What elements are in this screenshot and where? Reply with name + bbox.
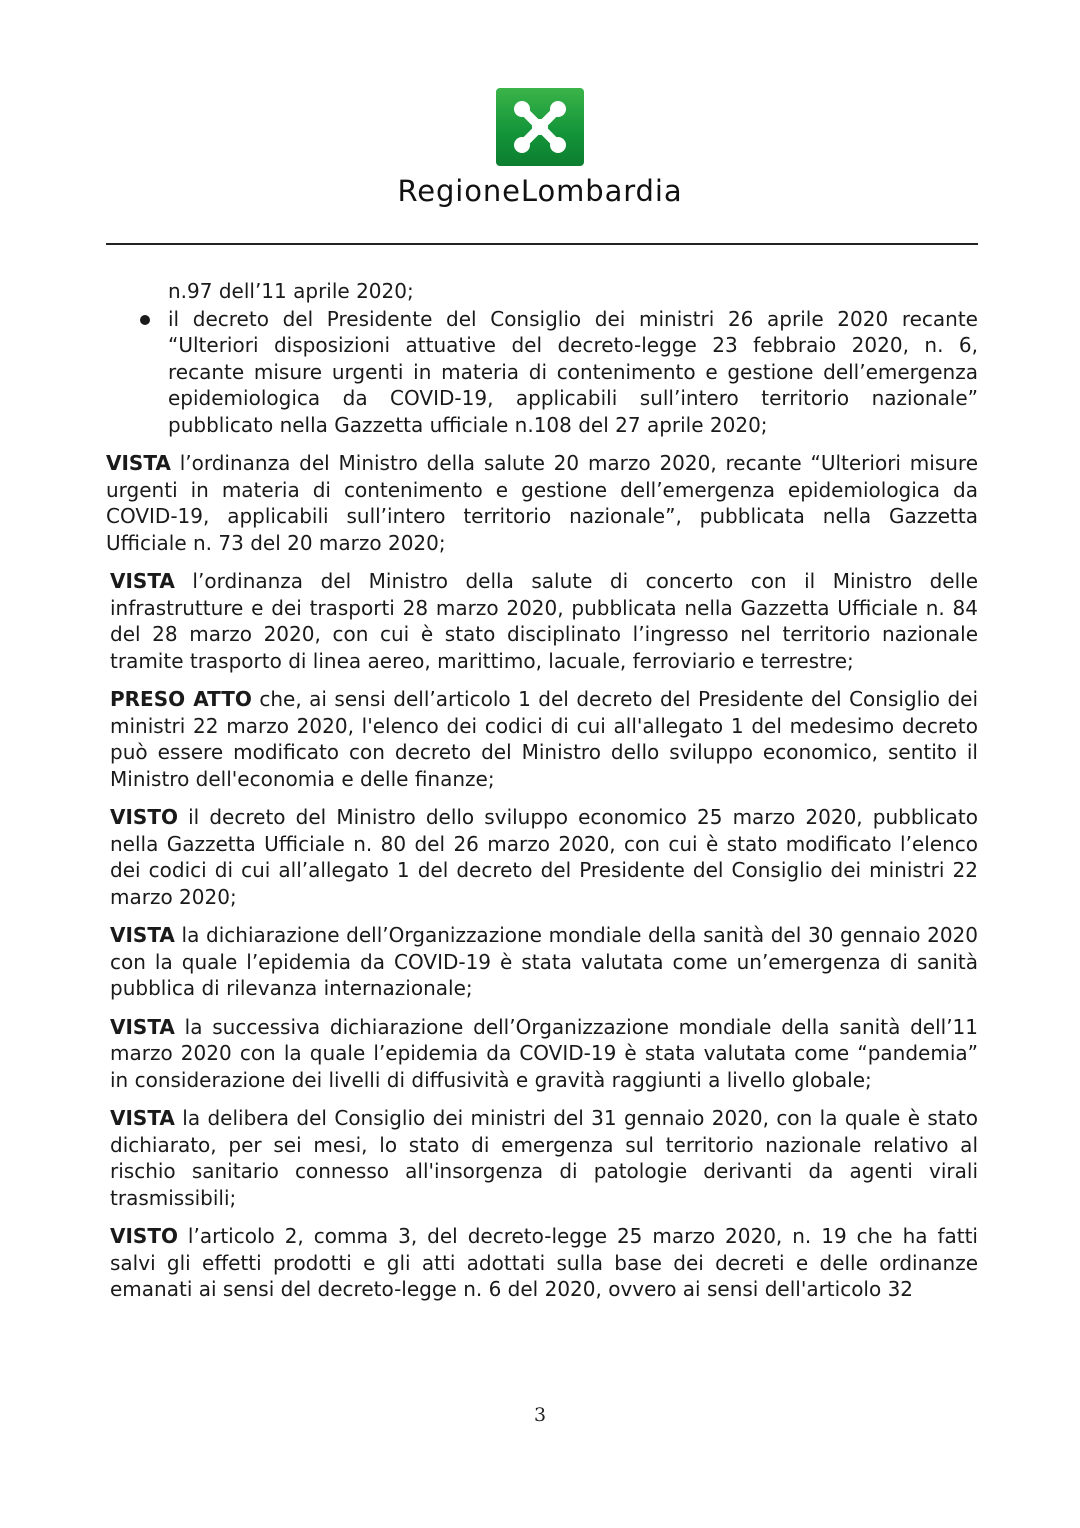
paragraph xyxy=(106,686,978,792)
paragraph xyxy=(106,1105,978,1211)
paragraph-keyword: VISTA xyxy=(110,1106,175,1130)
paragraph-text: la successiva dichiarazione dell’Organizzazione mondiale della sanità dell’11 marzo 2020 con la quale l’epidemia da COVID-19 è stata valutata come “pandemia” in considerazione dei livelli di diffusività e gravità raggiunti a livello globale; xyxy=(110,1014,978,1092)
list-item-text: il decreto del Presidente del Consiglio dei ministri 26 aprile 2020 recante “Ulteriori disposizioni attuative del decreto-legge 23 febbraio 2020, n. 6, recante misure urgenti in materia di contenimento e gestione dell’emergenza epidemiologica da COVID-19, applicabili sull’intero territorio nazionale” pubblicato nella Gazzetta ufficiale n.108 del 27 aprile 2020; xyxy=(168,306,978,437)
paragraph xyxy=(106,450,978,556)
paragraph-text: la delibera del Consiglio dei ministri del 31 gennaio 2020, con la quale è stato dichiarato, per sei mesi, lo stato di emergenza sul territorio nazionale relativo al rischio sanitario connesso all'insorgenza di patologie derivanti da agenti virali trasmissibili; xyxy=(110,1106,978,1210)
paragraph xyxy=(106,1014,978,1094)
paragraph-text: l’articolo 2, comma 3, del decreto-legge 25 marzo 2020, n. 19 che ha fatti salvi gli effetti prodotti e gli atti adottati sulla base dei decreti e delle ordinanze emanati ai sensi del decreto-legge n. 6 del 2020, ovvero ai sensi dell'articolo 32 xyxy=(110,1224,978,1301)
paragraph-text: il decreto del Ministro dello sviluppo economico 25 marzo 2020, pubblicato nella Gazzetta Ufficiale n. 80 del 26 marzo 2020, con cui è stato modificato l’elenco dei codici di cui all’allegato 1 del decreto del Presidente del Consiglio dei ministri 22 marzo 2020; xyxy=(110,805,978,909)
paragraph-text: l’ordinanza del Ministro della salute 20 marzo 2020, recante “Ulteriori misure urgenti in materia di contenimento e gestione dell’emergenza epidemiologica da COVID-19, applicabili sull’intero territorio nazionale”, pubblicata nella Gazzetta Ufficiale n. 73 del 20 marzo 2020; xyxy=(106,451,978,555)
bullet-icon xyxy=(140,315,150,325)
paragraph-keyword: VISTA xyxy=(110,923,175,947)
paragraph xyxy=(106,804,978,910)
list-item xyxy=(106,306,978,439)
paragraph-keyword: VISTO xyxy=(110,805,178,829)
paragraph-text: che, ai sensi dell’articolo 1 del decreto del Presidente del Consiglio dei ministri 22 marzo 2020, l'elenco dei codici di cui all'allegato 1 del medesimo decreto può essere modificato con decreto del Ministro dello sviluppo economico, sentito il Ministro dell'economia e delle finanze; xyxy=(110,687,978,791)
paragraph-keyword: PRESO ATTO xyxy=(110,687,252,711)
page-number: 3 xyxy=(533,1404,547,1426)
paragraph xyxy=(106,922,978,1002)
paragraph xyxy=(106,568,978,674)
paragraph-keyword: VISTO xyxy=(110,1224,178,1248)
regione-lombardia-logo xyxy=(0,88,1080,208)
paragraph xyxy=(106,1223,978,1303)
logo-text: RegioneLombardia xyxy=(397,174,683,208)
document-body xyxy=(106,278,978,1303)
lombardy-rose-icon xyxy=(496,88,584,166)
paragraph-keyword: VISTA xyxy=(110,569,175,593)
paragraph-text: la dichiarazione dell’Organizzazione mondiale della sanità del 30 gennaio 2020 con la quale l’epidemia da COVID-19 è stata valutata come un’emergenza di sanità pubblica di rilevanza internazionale; xyxy=(110,923,978,1000)
paragraph-keyword: VISTA xyxy=(106,451,171,475)
continuation-line: n.97 dell’11 aprile 2020; xyxy=(168,279,414,303)
paragraph-text: l’ordinanza del Ministro della salute di concerto con il Ministro delle infrastrutture e dei trasporti 28 marzo 2020, pubblicata nella Gazzetta Ufficiale n. 84 del 28 marzo 2020, con cui è stato disciplinato l’ingresso nel territorio nazionale tramite trasporto di linea aereo, marittimo, lacuale, ferroviario e terrestre; xyxy=(110,569,978,673)
paragraph-keyword: VISTA xyxy=(110,1014,175,1039)
header-divider xyxy=(106,243,978,245)
